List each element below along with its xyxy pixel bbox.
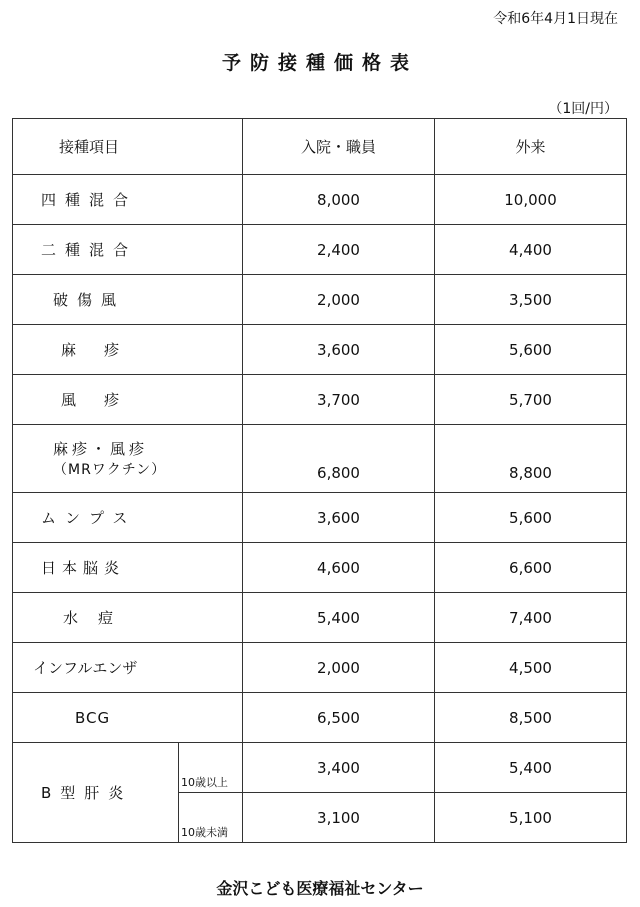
vaccine-name: 四種混合 [13, 175, 243, 225]
price-staff: 4,600 [243, 543, 435, 593]
table-row [13, 593, 627, 643]
price-outpatient: 5,400 [435, 743, 627, 793]
vaccine-name: 麻疹 [13, 325, 243, 375]
table-row [13, 275, 627, 325]
table-row [13, 225, 627, 275]
price-outpatient: 8,500 [435, 693, 627, 743]
price-outpatient: 10,000 [435, 175, 627, 225]
price-outpatient: 5,100 [435, 793, 627, 843]
price-staff: 2,000 [243, 275, 435, 325]
price-outpatient: 7,400 [435, 593, 627, 643]
vaccine-name: 破傷風 [13, 275, 243, 325]
vaccine-name: ムンプス [13, 493, 243, 543]
table-header-row [13, 119, 627, 175]
table-row [13, 325, 627, 375]
price-outpatient: 5,700 [435, 375, 627, 425]
price-staff: 3,400 [243, 743, 435, 793]
vaccine-name: 日本脳炎 [13, 543, 243, 593]
vaccine-name-mr [13, 425, 243, 493]
price-outpatient: 8,800 [435, 425, 627, 493]
price-staff: 5,400 [243, 593, 435, 643]
price-outpatient: 6,600 [435, 543, 627, 593]
table-row [13, 543, 627, 593]
price-staff: 3,700 [243, 375, 435, 425]
page-title: 予防接種価格表 [221, 52, 418, 74]
vaccine-name: BCG [13, 693, 243, 743]
price-staff: 6,500 [243, 693, 435, 743]
table-row [13, 493, 627, 543]
price-outpatient: 3,500 [435, 275, 627, 325]
price-staff: 6,800 [243, 425, 435, 493]
table-row-hepb-over10 [13, 743, 627, 793]
column-header-item: 接種項目 [13, 119, 243, 175]
column-header-staff: 入院・職員 [243, 119, 435, 175]
table-row [13, 643, 627, 693]
table-row [13, 175, 627, 225]
vaccine-name: 水痘 [13, 593, 243, 643]
price-staff: 2,000 [243, 643, 435, 693]
vaccine-name: インフルエンザ [13, 643, 243, 693]
price-outpatient: 5,600 [435, 325, 627, 375]
price-table [12, 118, 627, 843]
vaccine-name: 風疹 [13, 375, 243, 425]
organization-name: 金沢こども医療福祉センター [216, 879, 424, 898]
vaccine-subname: （MRワクチン） [53, 462, 167, 478]
price-outpatient: 4,500 [435, 643, 627, 693]
age-label-under10: 10歳未満 [179, 793, 243, 843]
price-staff: 3,100 [243, 793, 435, 843]
unit-label: （1回/円） [548, 101, 618, 117]
age-label-over10: 10歳以上 [179, 743, 243, 793]
price-staff: 8,000 [243, 175, 435, 225]
price-outpatient: 4,400 [435, 225, 627, 275]
price-staff: 3,600 [243, 325, 435, 375]
column-header-outpatient: 外来 [435, 119, 627, 175]
date-label: 令和6年4月1日現在 [493, 11, 618, 27]
vaccine-name: 二種混合 [13, 225, 243, 275]
table-row [13, 375, 627, 425]
table-row [13, 693, 627, 743]
price-outpatient: 5,600 [435, 493, 627, 543]
price-staff: 2,400 [243, 225, 435, 275]
table-row [13, 425, 627, 493]
price-staff: 3,600 [243, 493, 435, 543]
vaccine-name: B型肝炎 [13, 743, 179, 843]
vaccine-name: 麻疹・風疹 [53, 440, 149, 458]
